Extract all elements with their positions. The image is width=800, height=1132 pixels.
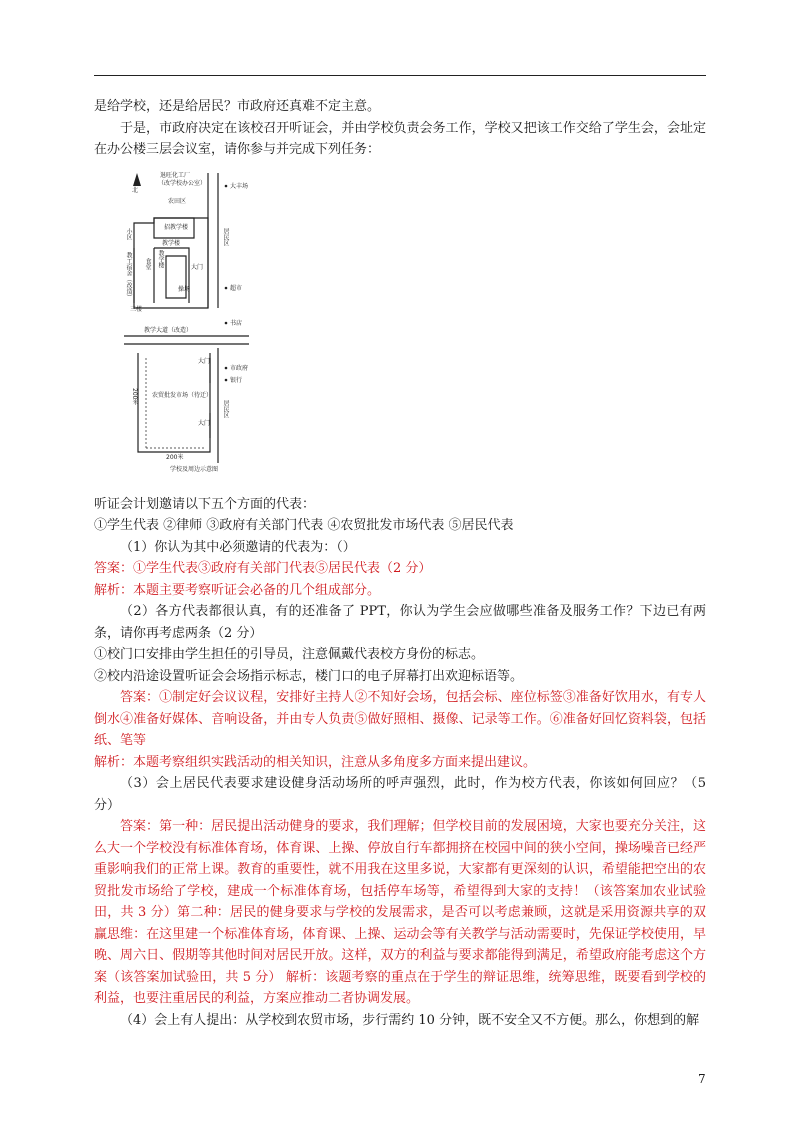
question-2: （2）各方代表都很认真，有的还准备了 PPT，你认为学生会应做哪些准备及服务工作？下边已有两条，请你再考虑两条（2 分） (94, 604, 706, 641)
question-2-item-1: ①校门口安排由学生担任的引导员，注意佩戴代表校方身份的标志。 (94, 647, 485, 662)
intro-line-2: 于是，市政府决定在该校召开听证会，并由学校负责会务工作，学校又把该工作交给了学生会，会址定在办公楼三层会议室，请你参与并完成下列任务： (94, 120, 706, 157)
representative-options: ①学生代表 ②律师 ③政府有关部门代表 ④农贸批发市场代表 ⑤居民代表 (94, 518, 514, 533)
hearing-intro: 听证会计划邀请以下五个方面的代表： (94, 496, 316, 512)
map-west-block-2: 教工宿舍（改造） (125, 251, 132, 300)
question-2-answer: 答案：①制定好会议议程，安排好主持人②不知好会场，包括会标、座位标签③准备好饮用水，有专人倒水④准备好媒体、音响设备，并由专人负责⑤做好照相、摄像、记录等工作。⑥准备好回忆资料袋，包括纸、笔等 (94, 690, 706, 748)
map-gate2-label: 大门 (198, 357, 211, 365)
map-north-label: 北 (132, 186, 139, 194)
question-4: （4）会上有人提出：从学校到农贸市场，步行需约 10 分钟，既不安全又不方便。那么，你想到的解 (120, 1012, 700, 1028)
map-farm-label: 农田区 (168, 197, 187, 205)
map-gym-label: 教学楼 (157, 249, 164, 268)
map-factory-note: （改学校办公室） (158, 179, 207, 187)
map-road-label: 教学大道（改造） (144, 326, 193, 334)
question-2-analysis: 解析：本题考察组织实践活动的相关知识，注意从多角度多方面来提出建议。 (94, 754, 537, 770)
page-content (94, 96, 706, 1031)
map-playground-label: 操场 (178, 285, 191, 293)
question-1: （1）你认为其中必须邀请的代表为：（） (120, 539, 356, 555)
map-dorm-label: 招教学楼 (164, 223, 189, 231)
map-east-5: 银行 (230, 376, 243, 384)
question-3: （3）会上居民代表要求建设健身活动场所的呼声强烈，此时，作为校方代表，你该如何回应？（5 分） (94, 776, 706, 813)
question-2-item-2: ②校内沿途设置听证会会场指示标志，楼门口的电子屏幕打出欢迎标语等。 (94, 668, 524, 684)
map-distance-1: 200米 (131, 387, 138, 405)
page-number: 7 (698, 1072, 706, 1086)
map-east-2: 超市 (230, 284, 243, 292)
map-market-label: 农贸批发市场（待迁） (152, 391, 213, 399)
map-gate3-label: 大门 (198, 419, 211, 427)
map-east-3: 书店 (230, 319, 243, 327)
intro-line-1: 是给学校，还是给居民？市政府还真难不定主意。 (94, 99, 381, 114)
map-caption: 学校及周边示意图 (170, 465, 219, 473)
school-map (124, 168, 249, 476)
map-east-1: 大丰场 (230, 182, 249, 190)
map-east-4: 市政府 (230, 364, 249, 372)
map-gate1-label: 大门 (191, 263, 204, 271)
map-canteen-label: 食堂 (144, 257, 151, 270)
map-office-label: 教学楼 (162, 239, 181, 247)
header-rule (94, 75, 706, 76)
map-distance-2: 200米 (166, 453, 184, 461)
question-1-answer: 答案：①学生代表③政府有关部门代表⑤居民代表（2 分） (94, 561, 432, 576)
map-residential-2: 居民区 (222, 399, 229, 418)
question-3-answer: 答案：第一种：居民提出活动健身的要求，我们理解；但学校目前的发展困境，大家也要充分关注，这么大一个学校没有标准体育场，体育课、上操、停放自行车都拥挤在校园中间的狭小空间，操场噪音已经严重影响我们的正常上课。教育的重要性，就不用我在这里多说，大家都有更深刻的认识，希望能把空出的农贸批发市场给了学校，建成一个标准体育场，包括停车场等，希望得到大家的支持！（该答案加农业试验田，共 3 分）第二种：居民的健身要求与学校的发展需求，是否可以考虑兼顾，这就是采用资源共享的双赢思维：在这里建一个标准体育场，体育课、上操、运动会等有关教学与活动需要时，先保证学校使用，早晚、周六日、假期等其他时间对居民开放。这样，双方的利益与要求都能得到满足，希望政府能考虑这个方案（该答案加试验田，共 5 分） 解析：该题考察的重点在于学生的辩证思维，统筹思维，既要看到学校的利益，也要注重居民的利益，方案应推动二者协调发展。 (94, 819, 706, 1006)
map-building-label: 三楼 (130, 305, 143, 313)
map-factory-label: 退旺化工厂 (160, 171, 191, 179)
map-residential-1: 居民区 (222, 227, 229, 246)
map-west-block: 小区 (125, 227, 132, 240)
question-1-analysis: 解析：本题主要考察听证会必备的几个组成部分。 (94, 582, 381, 598)
